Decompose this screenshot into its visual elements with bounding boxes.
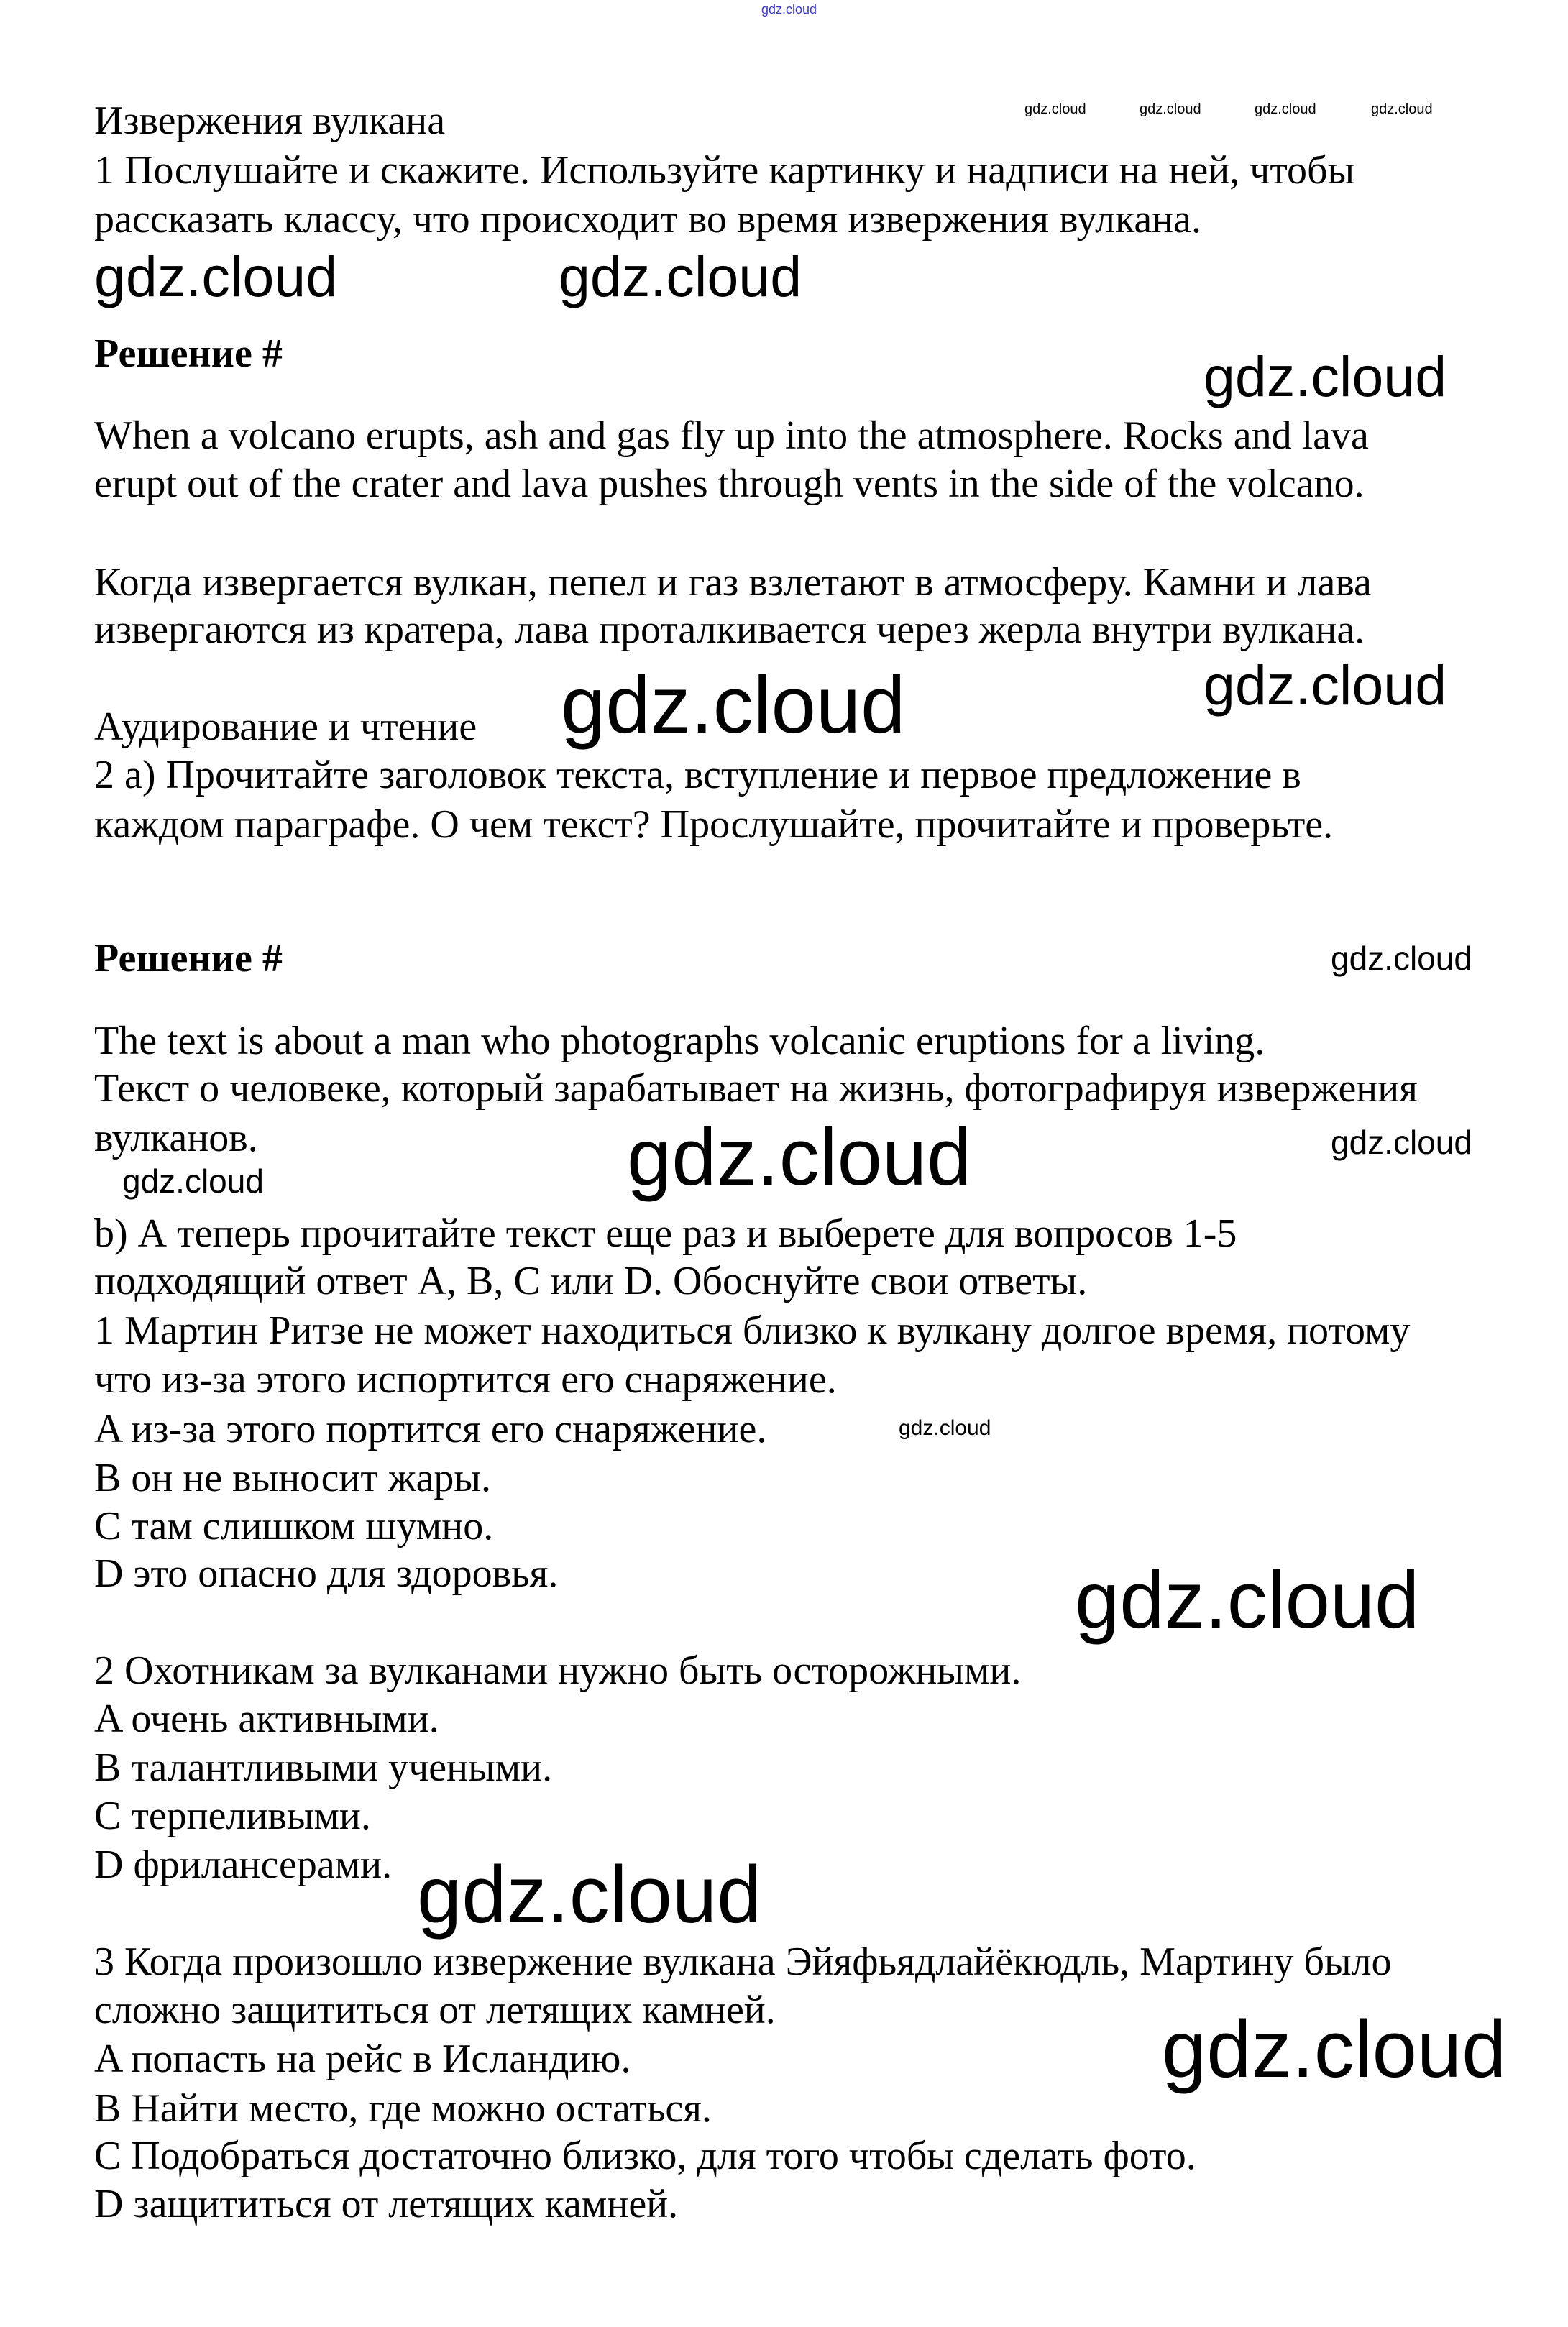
watermark: gdz.cloud <box>1331 940 1472 977</box>
watermark: gdz.cloud <box>94 244 338 308</box>
text-line: B он не выносит жары. <box>94 1456 492 1500</box>
text-line: каждом параграфе. О чем текст? Прослушайте, прочитайте и проверьте. <box>94 802 1334 847</box>
watermark: gdz.cloud <box>1075 1555 1420 1645</box>
text-line: D защититься от летящих камней. <box>94 2182 679 2226</box>
text-line: вулканов. <box>94 1116 258 1160</box>
text-line: A очень активными. <box>94 1697 439 1741</box>
text-line: 2 а) Прочитайте заголовок текста, вступление и первое предложение в <box>94 753 1301 797</box>
text-line: C терпеливыми. <box>94 1794 371 1838</box>
watermark: gdz.cloud <box>627 1112 972 1202</box>
text-line: 1 Послушайте и скажите. Используйте картинку и надписи на ней, чтобы <box>94 148 1355 193</box>
text-line: Когда извергается вулкан, пепел и газ взлетают в атмосферу. Камни и лава <box>94 560 1372 605</box>
watermark: gdz.cloud <box>899 1416 991 1440</box>
text-line: C Подобраться достаточно близко, для того чтобы сделать фото. <box>94 2134 1196 2178</box>
text-line: A из-за этого портится его снаряжение. <box>94 1407 767 1451</box>
text-line: D это опасно для здоровья. <box>94 1551 559 1596</box>
watermark: gdz.cloud <box>417 1850 762 1940</box>
watermark: gdz.cloud <box>1255 101 1316 117</box>
text-line: b) А теперь прочитайте текст еще раз и выберете для вопросов 1-5 <box>94 1211 1237 1256</box>
watermark: gdz.cloud <box>1024 101 1086 117</box>
watermark: gdz.cloud <box>1162 2004 1507 2094</box>
watermark: gdz.cloud <box>1140 101 1201 117</box>
watermark: gdz.cloud <box>1203 344 1447 408</box>
watermark: gdz.cloud <box>559 244 802 308</box>
watermark: gdz.cloud <box>122 1162 264 1200</box>
text-line: When a volcano erupts, ash and gas fly up into the atmosphere. Rocks and lava <box>94 413 1369 458</box>
text-line: Текст о человеке, который зарабатывает на жизнь, фотографируя извержения <box>94 1066 1418 1111</box>
text-line: рассказать классу, что происходит во время извержения вулкана. <box>94 197 1201 242</box>
text-line: A попасть на рейс в Исландию. <box>94 2037 631 2081</box>
document-title: Извержения вулкана <box>94 98 446 143</box>
text-line: 3 Когда произошло извержение вулкана Эйяфьядлайёкюдль, Мартину было <box>94 1940 1392 1984</box>
text-line: D фрилансерами. <box>94 1842 393 1887</box>
watermark: gdz.cloud <box>561 660 906 750</box>
text-line: извергаются из кратера, лава проталкивается через жерла внутри вулкана. <box>94 607 1365 652</box>
watermark: gdz.cloud <box>1331 1124 1472 1161</box>
watermark: gdz.cloud <box>761 2 817 17</box>
text-line: B талантливыми учеными. <box>94 1745 553 1790</box>
text-line: 1 Мартин Ритзе не может находиться близко к вулкану долгое время, потому <box>94 1308 1411 1353</box>
text-line: подходящий ответ A, B, C или D. Обоснуйте свои ответы. <box>94 1259 1088 1303</box>
text-line: 2 Охотникам за вулканами нужно быть осторожными. <box>94 1648 1022 1693</box>
solution-heading: Решение # <box>94 936 283 981</box>
watermark: gdz.cloud <box>1371 101 1433 117</box>
watermark: gdz.cloud <box>1203 653 1447 717</box>
text-line: The text is about a man who photographs volcanic eruptions for a living. <box>94 1019 1265 1063</box>
text-line: C там слишком шумно. <box>94 1504 494 1548</box>
text-line: что из-за этого испортится его снаряжение. <box>94 1357 837 1402</box>
text-line: B Найти место, где можно остаться. <box>94 2086 712 2131</box>
text-line: erupt out of the crater and lava pushes through vents in the side of the volcano. <box>94 462 1365 506</box>
solution-heading: Решение # <box>94 331 283 376</box>
text-line: сложно защититься от летящих камней. <box>94 1988 776 2032</box>
text-line: Аудирование и чтение <box>94 704 477 749</box>
